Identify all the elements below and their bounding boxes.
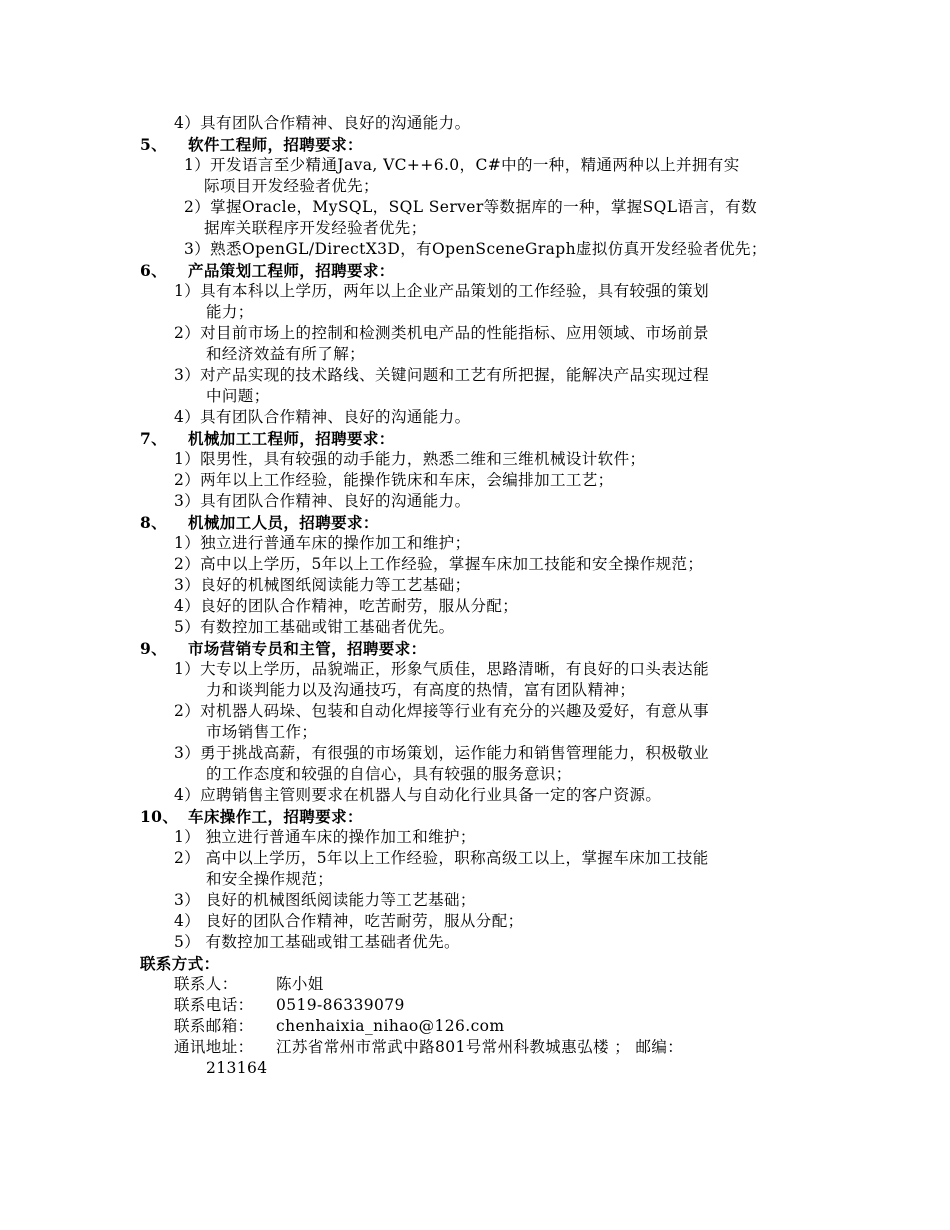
contact-postcode-value: 213164 [206,1059,268,1077]
list-item: 4）具有团队合作精神、良好的沟通能力。 [174,408,471,426]
section-number: 6、 [140,261,168,280]
list-item: 3）良好的机械图纸阅读能力等工艺基础； [174,576,471,594]
section-heading: 机械加工工程师，招聘要求： [188,429,395,448]
list-item: 1）具有本科以上学历，两年以上企业产品策划的工作经验，具有较强的策划 [174,282,709,300]
list-item: 2）对目前市场上的控制和检测类机电产品的性能指标、应用领域、市场前景 [174,324,709,342]
contact-address-value: 江苏省常州市常武中路801号常州科教城惠弘楼 ； 邮编： [276,1038,684,1056]
list-item: 2） 高中以上学历，5年以上工作经验，职称高级工以上，掌握车床加工技能 [174,849,709,867]
list-item-continuation: 际项目开发经验者优先； [204,177,379,195]
contact-heading: 联系方式： [140,954,220,973]
list-item: 5）有数控加工基础或钳工基础者优先。 [174,618,455,636]
list-item: 1）限男性，具有较强的动手能力，熟悉二维和三维机械设计软件； [174,450,646,468]
contact-phone-value: 0519-86339079 [276,996,405,1014]
section-heading: 机械加工人员，招聘要求： [188,513,379,532]
contact-email-value: chenhaixia_nihao@126.com [276,1017,505,1035]
list-item: 4）应聘销售主管则要求在机器人与自动化行业具备一定的客户资源。 [174,786,662,804]
list-item-continuation: 能力； [206,303,254,321]
contact-person-label: 联系人： [174,975,238,993]
list-item: 1）开发语言至少精通Java, VC++6.0，C#中的一种，精通两种以上并拥有实 [184,156,740,174]
section-heading: 市场营销专员和主管，招聘要求： [188,639,427,658]
contact-address-label: 通讯地址： [174,1038,254,1056]
list-item-continuation: 市场销售工作； [206,723,318,741]
list-item: 1）独立进行普通车床的操作加工和维护； [174,534,471,552]
section-number: 9、 [140,639,168,658]
list-item: 4） 良好的团队合作精神，吃苦耐劳，服从分配； [174,912,524,930]
section-heading: 产品策划工程师，招聘要求： [188,261,395,280]
list-item-continuation: 和经济效益有所了解； [206,345,366,363]
list-item: 3）对产品实现的技术路线、关键问题和工艺有所把握，能解决产品实现过程 [174,366,709,384]
section-number: 10、 [140,807,179,826]
list-item: 1） 独立进行普通车床的操作加工和维护； [174,828,476,846]
list-item: 2）高中以上学历，5年以上工作经验，掌握车床加工技能和安全操作规范； [174,555,704,573]
list-item: 2）两年以上工作经验，能操作铣床和车床，会编排加工工艺； [174,471,614,489]
list-item: 3） 良好的机械图纸阅读能力等工艺基础； [174,891,476,909]
list-item: 2）掌握Oracle，MySQL，SQL Server等数据库的一种，掌握SQL语言，有数 [184,198,757,216]
list-item: 4）具有团队合作精神、良好的沟通能力。 [174,114,471,132]
list-item-continuation: 和安全操作规范； [206,870,334,888]
list-item: 3）具有团队合作精神、良好的沟通能力。 [174,492,471,510]
list-item-continuation: 中问题； [206,387,270,405]
section-number: 8、 [140,513,168,532]
list-item-continuation: 据库关联程序开发经验者优先； [204,219,427,237]
contact-person-value: 陈小姐 [276,975,324,993]
list-item-continuation: 的工作态度和较强的自信心，具有较强的服务意识； [206,765,572,783]
section-heading: 车床操作工，招聘要求： [188,807,363,826]
list-item: 2）对机器人码垛、包装和自动化焊接等行业有充分的兴趣及爱好，有意从事 [174,702,709,720]
contact-email-label: 联系邮箱： [174,1017,254,1035]
section-heading: 软件工程师，招聘要求： [188,135,363,154]
list-item: 1）大专以上学历，品貌端正，形象气质佳，思路清晰，有良好的口头表达能 [174,660,709,678]
contact-phone-label: 联系电话： [174,996,254,1014]
list-item-continuation: 力和谈判能力以及沟通技巧，有高度的热情，富有团队精神； [206,681,636,699]
list-item: 3）熟悉OpenGL/DirectX3D，有OpenSceneGraph虚拟仿真开发经验者优先； [184,240,767,258]
list-item: 4）良好的团队合作精神，吃苦耐劳，服从分配； [174,597,519,615]
list-item: 3）勇于挑战高薪，有很强的市场策划，运作能力和销售管理能力，积极敬业 [174,744,709,762]
list-item: 5） 有数控加工基础或钳工基础者优先。 [174,933,460,951]
section-number: 5、 [140,135,168,154]
section-number: 7、 [140,429,168,448]
